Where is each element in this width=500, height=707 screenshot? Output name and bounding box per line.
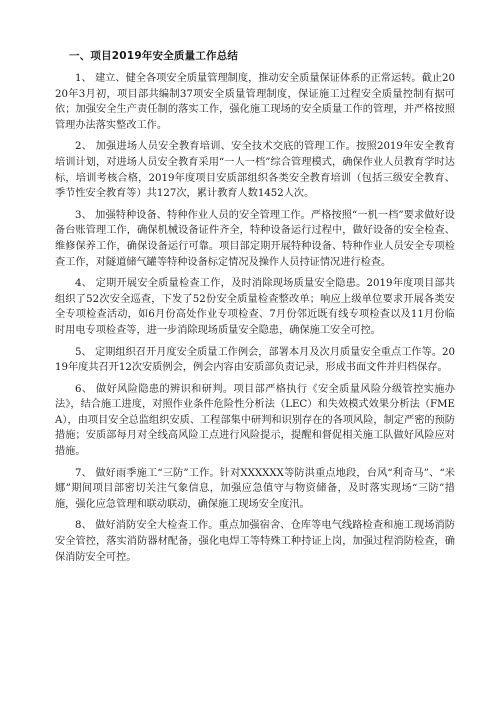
paragraph-5: 5、 定期组织召开月度安全质量工作例会，部署本月及次月质量安全重点工作等。2019年度共召开12次安质例会，例会内容由安质部负责记录，形成书面文件并归档保存。 [55, 346, 455, 374]
paragraph-8: 8、 做好消防安全大检查工作。重点加强宿舍、仓库等电气线路检查和施工现场消防安全管控，落实消防器材配备，强化电焊工等特殊工种持证上岗，加强过程消防检查，确保消防安全可控。 [55, 520, 455, 563]
paragraph-3: 3、 加强特种设备、特种作业人员的安全管理工作。严格按照“一机一档”要求做好设备台账管理工作，确保机械设备证件齐全，特种设备运行过程中，做好设备的安全检查、维修保养工作，确保设备运行可靠。项目部定期开展特种设备、特种作业人员安全专项检查工作，对隧道储气罐等特种设备标定情况及操作人员持证情况进行检查。 [55, 209, 455, 268]
document-page [55, 48, 455, 571]
paragraph-6: 6、 做好风险隐患的辨识和研判。项目部严格执行《安全质量风险分级管控实施办法》，结合施工进度，对照作业条件危险性分析法（LEC）和失效模式效果分析法（FMEA），由项目安全总监组织安质、工程部集中研判和识别存在的各项风险，制定严密的预防措施；安质部每月对全线高风险工点进行风险提示，提醒和督促相关施工队做好风险应对措施。 [55, 383, 455, 458]
paragraph-4: 4、 定期开展安全质量检查工作，及时消除现场质量安全隐患。2019年度项目部共组织了52次安全巡查，下发了52份安全质量检查整改单；响应上级单位要求开展各类安全专项检查活动，如6月份高处作业专项检查、7月份邻近既有线专项检查以及11月份临时用电专项检查等，进一步消除现场质量安全隐患，确保施工安全可控。 [55, 278, 455, 336]
paragraph-2: 2、 加强进场人员安全教育培训、安全技术交底的管理工作。按照2019年安全教育培训计划，对进场人员安全教育采用“一人一档”综合管理模式，确保作业人员教育学时达标，培训考核合格，2019年度项目安质部组织各类安全教育培训（包括三级安全教育、季节性安全教育等）共127次，累计教育人数1452人次。 [55, 141, 455, 200]
paragraph-1: 1、 建立、健全各项安全质量管理制度，推动安全质量保证体系的正常运转。截止2020年3月初，项目部共编制37项安全质量管理制度，保证施工过程安全质量控制有据可依；加强安全生产责任制的落实工作，强化施工现场的安全质量工作的管理，并严格按照管理办法落实整改工作。 [55, 73, 455, 131]
paragraph-7: 7、 做好雨季施工“三防”工作。针对XXXXXX等防洪重点地段，台风“利奇马”、“米娜”期间项目部密切关注气象信息，加强应急值守与物资储备，及时落实现场“三防”措施，强化应急管理和联动联动，确保施工现场安全度汛。 [55, 467, 455, 510]
section-heading: 一、项目2019年安全质量工作总结 [69, 50, 239, 62]
